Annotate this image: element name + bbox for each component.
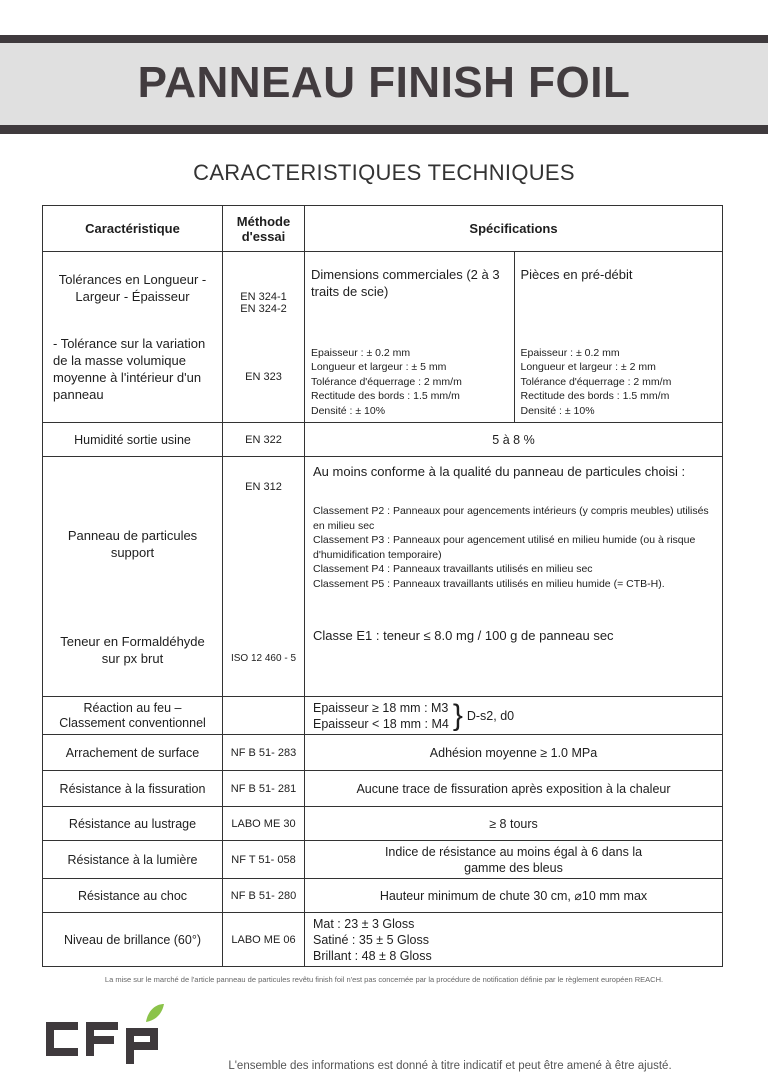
- table-row-brilliance: [43, 913, 723, 967]
- impact-spec: Hauteur minimum de chute 30 cm, ⌀10 mm max: [305, 879, 723, 913]
- reach-footnote: La mise sur le marché de l'article panneau de particules revêtu finish foil n'est pas concernée par la procédure de notification définie par le règlement européen REACH.: [104, 975, 664, 984]
- table-row-fire: [43, 697, 723, 735]
- page-subtitle: CARACTERISTIQUES TECHNIQUES: [193, 160, 575, 185]
- impact-char: Résistance au choc: [43, 879, 223, 913]
- brilliance-char: Niveau de brillance (60°): [43, 913, 223, 967]
- tolerance-commercial-line: Densité : ± 10%: [311, 404, 386, 417]
- table-row-panel: [43, 457, 723, 697]
- tolerance-precut-line: Tolérance d'équerrage : 2 mm/m: [520, 375, 672, 388]
- tolerance-precut-head: Pièces en pré-débit: [520, 267, 633, 282]
- header-bottom-band: [0, 125, 768, 134]
- adhesion-char: Arrachement de surface: [43, 735, 223, 771]
- fire-spec-a: Epaisseur ≥ 18 mm : M3: [313, 700, 449, 715]
- table-row-tolerances: [43, 252, 723, 423]
- tolerance-precut-line: Epaisseur : ± 0.2 mm: [520, 346, 620, 359]
- lustrage-spec: ≥ 8 tours: [305, 807, 723, 841]
- tolerance-precut-line: Rectitude des bords : 1.5 mm/m: [520, 390, 670, 402]
- table-row-impact: [43, 879, 723, 913]
- panel-spec-line: Classement P2 : Panneaux pour agencements intérieurs (y compris meubles) utilisés en milieu sec: [313, 505, 709, 532]
- formaldehyde-method: ISO 12 460 - 5: [230, 653, 297, 664]
- humidity-method: EN 322: [223, 423, 305, 457]
- tolerance-precut-line: Longueur et largeur : ± 2 mm: [520, 361, 656, 373]
- panel-spec-head: Au moins conforme à la qualité du panneau de particules choisi :: [313, 464, 686, 479]
- spec-table: [42, 205, 723, 967]
- tolerance-method-a1: EN 324-1: [240, 291, 287, 303]
- header-specifications: Spécifications: [305, 206, 723, 252]
- tolerance-commercial-line: Rectitude des bords : 1.5 mm/m: [311, 390, 460, 402]
- formaldehyde-char: Teneur en Formaldéhyde sur px brut: [60, 633, 205, 666]
- cracking-method: NF B 51- 281: [223, 771, 305, 807]
- lustrage-char: Résistance au lustrage: [43, 807, 223, 841]
- tolerance-method-a2: EN 324-2: [240, 303, 287, 315]
- brilliance-method: LABO ME 06: [223, 913, 305, 967]
- adhesion-method: NF B 51- 283: [223, 735, 305, 771]
- tolerance-precut: [514, 252, 723, 422]
- light-method: NF T 51- 058: [223, 841, 305, 879]
- tolerance-commercial-line: Epaisseur : ± 0.2 mm: [311, 346, 411, 359]
- lustrage-method: LABO ME 30: [223, 807, 305, 841]
- panel-char: Panneau de particules support: [67, 527, 198, 560]
- fire-char: Réaction au feu – Classement conventionnel: [43, 697, 223, 735]
- header-top-band: [0, 35, 768, 43]
- cfp-logo: [42, 1000, 167, 1065]
- fire-spec-b: Epaisseur < 18 mm : M4: [313, 716, 449, 731]
- formaldehyde-spec: Classe E1 : teneur ≤ 8.0 mg / 100 g de panneau sec: [313, 628, 614, 643]
- brace-icon: }: [452, 698, 463, 732]
- table-row-gloss-resistance: [43, 807, 723, 841]
- brilliance-spec-line: Mat : 23 ± 3 Gloss: [313, 916, 415, 931]
- brilliance-spec-line: Brillant : 48 ± 8 Gloss: [313, 948, 432, 963]
- brilliance-spec-line: Satiné : 35 ± 5 Gloss: [313, 932, 429, 947]
- light-char: Résistance à la lumière: [43, 841, 223, 879]
- fire-spec-c: D-s2, d0: [466, 708, 515, 723]
- table-row-light: [43, 841, 723, 879]
- panel-spec-line: Classement P4 : Panneaux travaillants utilisés en milieu sec: [313, 563, 593, 575]
- light-spec: Indice de résistance au moins égal à 6 dans la gamme des bleus: [305, 841, 723, 879]
- table-header-row: [43, 206, 723, 252]
- table-row-cracking: [43, 771, 723, 807]
- tolerance-commercial-line: Longueur et largeur : ± 5 mm: [311, 361, 447, 373]
- page-title: PANNEAU FINISH FOIL: [137, 58, 631, 107]
- table-row-adhesion: [43, 735, 723, 771]
- header-method: Méthode d'essai: [223, 206, 305, 252]
- adhesion-spec: Adhésion moyenne ≥ 1.0 MPa: [305, 735, 723, 771]
- table-row-humidity: [43, 423, 723, 457]
- tolerance-precut-line: Densité : ± 10%: [520, 404, 595, 417]
- panel-spec-line: Classement P3 : Panneaux pour agencement utilisé en milieu humide (ou à risque d'humidification temporaire): [313, 534, 696, 561]
- cracking-spec: Aucune trace de fissuration après exposition à la chaleur: [305, 771, 723, 807]
- disclaimer: L'ensemble des informations est donné à titre indicatif et peut être amené à être ajusté.: [228, 1060, 672, 1072]
- tolerance-char-a: Tolérances en Longueur - Largeur - Épaisseur: [58, 272, 207, 304]
- cracking-char: Résistance à la fissuration: [43, 771, 223, 807]
- tolerance-char-b: - Tolérance sur la variation de la masse volumique moyenne à l'intérieur d'un panneau: [53, 336, 206, 402]
- impact-method: NF B 51- 280: [223, 879, 305, 913]
- fire-method: [223, 697, 305, 735]
- tolerance-method-b: EN 323: [245, 371, 282, 383]
- header-characteristic: Caractéristique: [43, 206, 223, 252]
- panel-spec-line: Classement P5 : Panneaux travaillants utilisés en milieu humide (= CTB-H).: [313, 577, 665, 590]
- humidity-spec: 5 à 8 %: [305, 423, 723, 457]
- tolerance-commercial-head: Dimensions commerciales (2 à 3 traits de scie): [311, 267, 500, 299]
- tolerance-commercial: [305, 252, 514, 422]
- tolerance-commercial-line: Tolérance d'équerrage : 2 mm/m: [311, 375, 462, 388]
- humidity-char: Humidité sortie usine: [43, 423, 223, 457]
- panel-method: EN 312: [245, 481, 282, 493]
